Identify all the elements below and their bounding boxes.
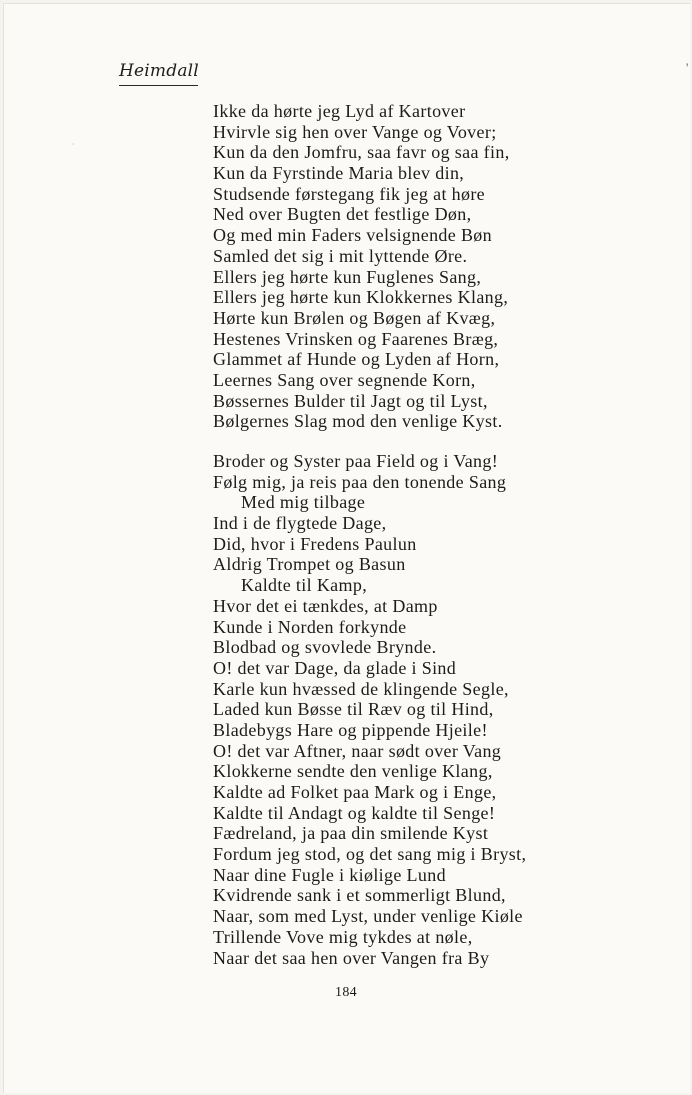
poem-line: Kaldte til Andagt og kaldte til Senge! [213,802,496,823]
page-number: 184 [335,985,357,1000]
poem-line: Og med min Faders velsignende Bøn [213,225,493,246]
poem-line: Trillende Vove mig tykdes at nøle, [213,926,473,947]
poem-line: Hestenes Vrinsken og Faarenes Bræg, [213,328,499,349]
poem-line: Kun da Fyrstinde Maria blev din, [213,163,465,184]
poem-line: Naar det saa hen over Vangen fra By [213,947,490,968]
poem-line: Følg mig, ja reis paa den tonende Sang [213,471,507,492]
margin-mark: ' [686,60,689,75]
poem-line: Samled det sig i mit lyttende Øre. [213,245,468,266]
poem-line: Leernes Sang over segnende Korn, [213,369,476,390]
poem-line: Hvirvle sig hen over Vange og Vover; [213,121,497,142]
poem-line: Glammet af Hunde og Lyden af Horn, [213,349,500,370]
poem-line: Did, hvor i Fredens Paulun [213,533,417,554]
poem-line: Ellers jeg hørte kun Fuglenes Sang, [213,266,482,287]
poem-line: Fædreland, ja paa din smilende Kyst [213,823,489,844]
poem-line: Kaldte til Kamp, [241,575,368,596]
poem-line: Blodbad og svovlede Brynde. [213,637,437,658]
header-rule [119,85,198,86]
poem-line: Bølgernes Slag mod den venlige Kyst. [213,411,503,432]
poem-line: Kunde i Norden forkynde [213,616,407,637]
poem-line: Laded kun Bøsse til Ræv og til Hind, [213,699,494,720]
poem-line: Kvidrende sank i et sommerligt Blund, [213,885,506,906]
poem-line: Kaldte ad Folket paa Mark og i Enge, [213,782,497,802]
stanza-break [213,432,526,451]
running-header: Heimdall [119,61,199,81]
poem-line: Hørte kun Brølen og Bøgen af Kvæg, [213,307,496,328]
poem-line: O! det var Dage, da glade i Sind [213,657,457,678]
poem-line: Ikke da hørte jeg Lyd af Kartover [213,101,466,121]
poem-line: Ellers jeg hørte kun Klokkernes Klang, [213,287,509,308]
poem-line: Aldrig Trompet og Basun [213,554,406,575]
poem-line: Med mig tilbage [241,492,366,513]
poem-line: Ind i de flygtede Dage, [213,513,387,534]
poem-line: Bøssernes Bulder til Jagt og til Lyst, [213,390,488,411]
poem-line: Fordum jeg stod, og det sang mig i Bryst, [213,844,527,865]
margin-speck: · [72,140,75,149]
poem-line: Naar, som med Lyst, under venlige Kiøle [213,906,523,927]
poem-text [213,101,526,968]
poem-line: O! det var Aftner, naar sødt over Vang [213,740,502,761]
poem-line: Broder og Syster paa Field og i Vang! [213,451,499,471]
poem-line: Ned over Bugten det festlige Døn, [213,204,472,225]
poem-line: Hvor det ei tænkdes, at Damp [213,595,438,616]
poem-line: Naar dine Fugle i kiølige Lund [213,864,446,885]
poem-line: Bladebygs Hare og pippende Hjeile! [213,719,488,740]
poem-line: Studsende førstegang fik jeg at høre [213,183,486,204]
poem-line: Karle kun hvæssed de klingende Segle, [213,678,509,699]
poem-line: Kun da den Jomfru, saa favr og saa fin, [213,142,510,163]
poem-line: Klokkerne sendte den venlige Klang, [213,761,493,782]
